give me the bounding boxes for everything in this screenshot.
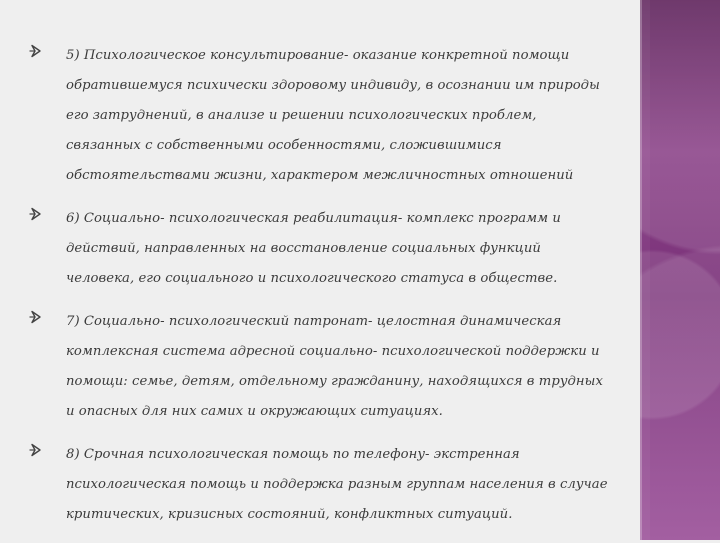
hollow-arrow-bullet-icon	[28, 442, 44, 458]
list-item-text: 7) Социально- психологический патронат- целостная динамическая комплексная система адресной социально- психологической поддержки и помощи: семье, детям, отдельному гражданину, находящихся в трудных и опасных для них самих и окружающих ситуациях.	[66, 314, 603, 419]
list-item	[28, 440, 613, 530]
list-item	[28, 307, 613, 427]
list-item	[28, 204, 613, 294]
list-item-text: 6) Социально- психологическая реабилитация- комплекс программ и действий, направленных на восстановление социальных функций человека, его социального и психологического статуса в обществе.	[66, 211, 561, 286]
decorative-side-panel	[640, 0, 720, 540]
list-item-text: 5) Психологическое консультирование- оказание конкретной помощи обратившемуся психически здоровому индивиду, в осознании им природы его затруднений, в анализе и решении психологических проблем, связанных с собственными особенностями, сложившимися обстоятельствами жизни, характером межличностных отношений	[66, 48, 600, 183]
hollow-arrow-bullet-icon	[28, 43, 44, 59]
hollow-arrow-bullet-icon	[28, 206, 44, 222]
list-item	[28, 41, 613, 191]
hollow-arrow-bullet-icon	[28, 309, 44, 325]
list-item-text: 8) Срочная психологическая помощь по телефону- экстренная психологическая помощь и поддержка разным группам населения в случае критических, кризисных состояний, конфликтных ситуаций.	[66, 447, 608, 522]
panel-edge	[640, 0, 642, 540]
bulleted-list	[28, 41, 613, 543]
